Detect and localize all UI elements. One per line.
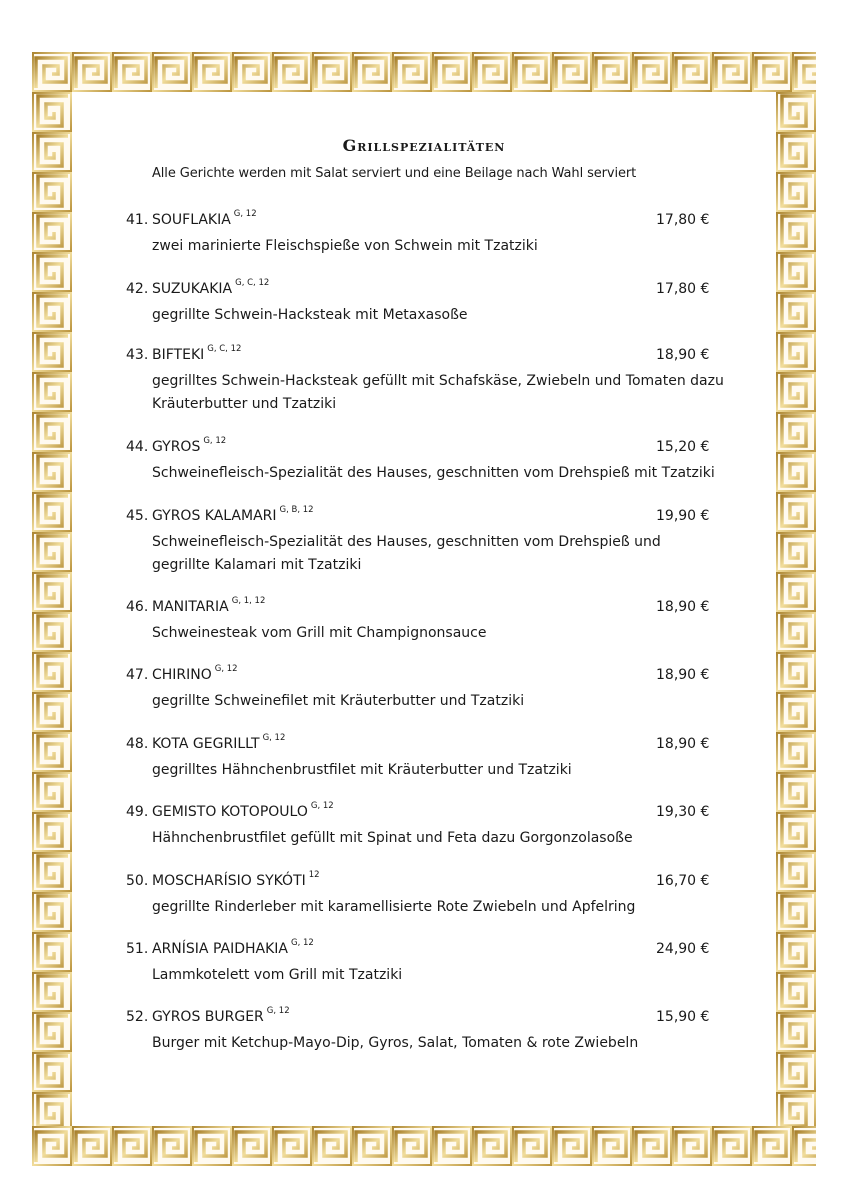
item-allergens: G, 12 [310,801,334,811]
item-allergens: G, C, 12 [235,278,270,288]
item-description: zwei marinierte Fleischspieße von Schwein mit Tzatziki [152,238,538,254]
item-description: gegrillte Rinderleber mit karamellisierte Rote Zwiebeln und Apfelring [152,899,636,915]
item-price: 19,30 € [656,804,710,820]
page-title: Grillspezialitäten [342,136,506,155]
item-name: CHIRINO $^{G, 12}$ [152,664,238,683]
item-price: 18,90 € [656,599,710,615]
item-price: 15,90 € [656,1009,710,1025]
item-allergens: G, 12 [266,1006,290,1016]
item-name: SUZUKAKIA $^{G, C, 12}$ [152,278,270,297]
item-name: MANITARIA $^{G, 1, 12}$ [152,596,266,615]
item-price: 15,20 € [656,439,710,455]
item-number: 45. [126,508,149,524]
menu-item [126,801,766,854]
item-number: 49. [126,804,149,820]
item-description: Schweinefleisch-Spezialität des Hauses, geschnitten vom Drehspieß und gegrillte Kalamari mit Tzatziki [152,534,661,573]
item-price: 16,70 € [656,873,710,889]
page-subtitle: Alle Gerichte werden mit Salat serviert und eine Beilage nach Wahl serviert [152,166,637,181]
item-number: 44. [126,439,149,455]
item-number: 52. [126,1009,149,1025]
item-price: 17,80 € [656,281,710,297]
item-number: 48. [126,736,149,752]
menu-item [126,209,766,262]
item-allergens: G, C, 12 [207,344,242,354]
item-description: Schweinesteak vom Grill mit Champignonsauce [152,625,487,641]
item-price: 19,90 € [656,508,710,524]
item-name: ARNÍSIA PAIDHAKIA $^{G, 12}$ [152,938,314,957]
item-number: 41. [126,212,149,228]
menu-item [126,938,766,991]
menu-item [126,505,766,573]
item-name: GYROS $^{G, 12}$ [152,436,227,455]
item-name: BIFTEKI $^{G, C, 12}$ [152,344,242,363]
item-description: gegrillte Schweinefilet mit Kräuterbutter und Tzatziki [152,693,525,709]
greek-key-border-top [32,52,816,92]
item-allergens: G, B, 12 [279,505,314,515]
item-allergens: G, 12 [290,938,314,948]
item-price: 17,80 € [656,212,710,228]
menu-item [126,733,766,786]
item-allergens: G, 12 [214,664,238,674]
menu-item [126,664,766,717]
menu-item [126,436,766,489]
item-allergens: 12 [308,870,320,880]
item-description: Lammkotelett vom Grill mit Tzatziki [152,967,403,983]
item-name: GYROS BURGER $^{G, 12}$ [152,1006,290,1025]
greek-key-border-bottom [32,1126,816,1166]
item-number: 51. [126,941,149,957]
item-name: GYROS KALAMARI $^{G, B, 12}$ [152,505,314,524]
item-allergens: G, 12 [233,209,257,219]
menu-item [126,596,766,649]
item-description: gegrilltes Schwein-Hacksteak gefüllt mit Schafskäse, Zwiebeln und Tomaten dazu Kräuterbutter und Tzatziki [152,373,724,412]
item-name: KOTA GEGRILLT $^{G, 12}$ [152,733,286,752]
item-description: gegrilltes Hähnchenbrustfilet mit Kräuterbutter und Tzatziki [152,762,572,778]
item-allergens: G, 12 [262,733,286,743]
menu-item [126,344,766,412]
item-price: 18,90 € [656,347,710,363]
item-description: Schweinefleisch-Spezialität des Hauses, geschnitten vom Drehspieß mit Tzatziki [152,465,715,481]
greek-key-border-left [32,92,72,1126]
item-price: 18,90 € [656,736,710,752]
item-number: 42. [126,281,149,297]
item-price: 24,90 € [656,941,710,957]
item-name: GEMISTO KOTOPOULO $^{G, 12}$ [152,801,334,820]
item-description: Burger mit Ketchup-Mayo-Dip, Gyros, Salat, Tomaten & rote Zwiebeln [152,1035,639,1051]
item-description: gegrillte Schwein-Hacksteak mit Metaxasoße [152,307,468,323]
item-allergens: G, 12 [203,436,227,446]
item-number: 47. [126,667,149,683]
item-price: 18,90 € [656,667,710,683]
menu-item [126,278,766,331]
item-number: 43. [126,347,149,363]
item-name: MOSCHARÍSIO SYKÓTI $^{12}$ [152,870,320,889]
menu-item [126,870,766,923]
item-allergens: G, 1, 12 [231,596,266,606]
item-name: SOUFLAKIA $^{G, 12}$ [152,209,257,228]
greek-key-border-right [776,92,816,1126]
item-number: 46. [126,599,149,615]
item-number: 50. [126,873,149,889]
menu-item [126,1006,766,1059]
item-description: Hähnchenbrustfilet gefüllt mit Spinat und Feta dazu Gorgonzolasoße [152,830,633,846]
